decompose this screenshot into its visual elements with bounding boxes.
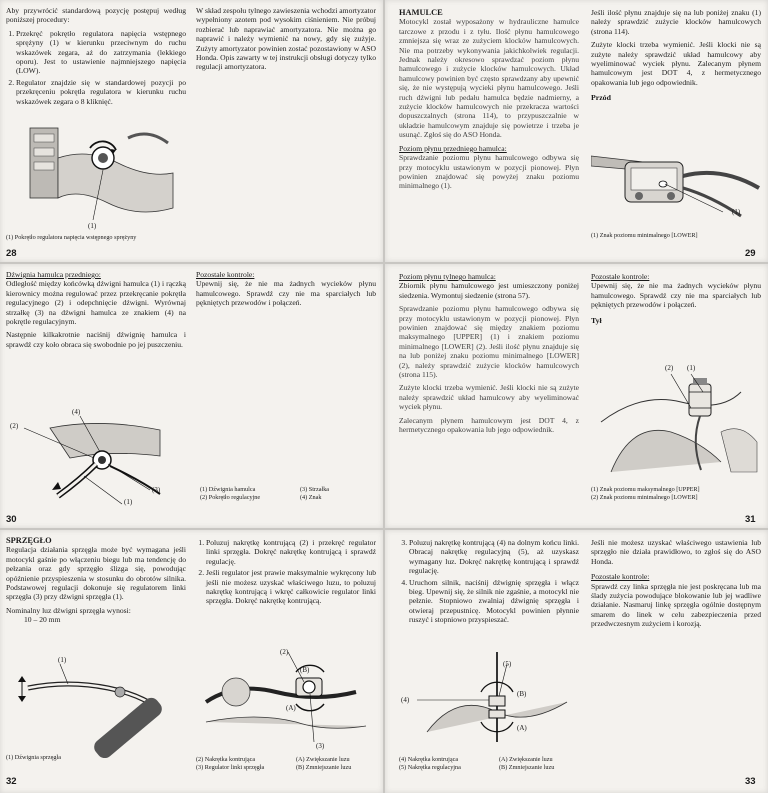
p32-caption-3: (3) Regulator linki sprzęgła [196, 763, 265, 771]
p29-front-fluid-text: Sprawdzanie poziomu płynu hamulcowego odbywa się przy motocyklu ustawionym w pozycji pionowej. Płyn powinien znajdować się powyżej znaku poziomu minimalnego (1). [399, 153, 579, 191]
p29-caption: (1) Znak poziomu minimalnego [LOWER] [591, 232, 698, 239]
p33-col1 [399, 538, 579, 627]
p28-step-1: 1. Przekręć pokrętło regulatora napięcia wstępnego sprężyny (1) w kierunku przeciwnym do ruchu wskazówek zegara, aż do zatrzymania (lekkiego oporu). Jest to ustawienie najmniejszego napięcia (LOW). [16, 29, 186, 76]
p29-col2 [591, 8, 761, 107]
p33-caption-a: (A) Zwiększanie luzu [499, 756, 553, 763]
p30-lever-heading: Dźwignia hamulca przedniego: [6, 270, 101, 279]
p33-caption-5: (5) Nakrętka regulacyjna [399, 763, 461, 771]
p32-clutch-adjuster-figure [196, 642, 376, 754]
p33-col2-text1: Jeśli nie możesz uzyskać właściwego ustawienia lub sprzęgło nie działa prawidłowo, to zgłoś się do ASO Honda. [591, 538, 761, 566]
p30-label-2: (2) [10, 422, 19, 430]
p30-label-1: (1) [124, 498, 133, 506]
p33-other-checks-heading: Pozostałe kontrole: [591, 572, 650, 582]
page-29 [385, 0, 768, 262]
p30-lever-text1: Odległość między końcówką dźwigni hamulca (1) i rączką kierownicy można regulować przez przekręcanie pokrętła regulacyjnego (2) i odepchnięcie dźwigni. Wyrównaj strzałkę (3) na dźwigni hamulca ze znakiem (4) na pokrętle regulacyjnym. [6, 279, 186, 327]
p31-page-number: 31 [745, 514, 756, 525]
p29-front-fluid-heading: Poziom płynu przedniego hamulca: [399, 143, 507, 153]
p33-captions [399, 756, 583, 771]
page-30 [0, 264, 383, 528]
p33-label-4: (4) [401, 696, 410, 704]
p29-col2-text2: Zużyte klocki trzeba wymienić. Jeśli klocki nie są zużyte należy sprawdzić układ hamulcowy aby wyeliminować wyciek płynu. Zalecanym płynem hamulcowym jest DOT 4, z hermetycznego opakowania lub jego odpowiednik. [591, 40, 761, 87]
p31-rear-fluid-heading: Poziom płynu tylnego hamulca: [399, 272, 496, 281]
p30-label-4: (4) [72, 408, 81, 416]
p32-fig1-label-1: (1) [58, 656, 67, 664]
p30-caption-2: (2) Pokrętło regulacyjne [200, 493, 261, 501]
page-28 [0, 0, 383, 262]
p31-rear-fluid-text3: Zużyte klocki trzeba wymienić. Jeśli klocki nie są zużyte należy sprawdzić układ hamulcowy aby wyeliminować wyciek płynu. [399, 383, 579, 412]
p29-page-number: 29 [745, 248, 756, 259]
p33-label-5: (5) [503, 660, 512, 668]
p33-caption-4: (4) Nakrętka kontrująca [399, 756, 459, 763]
p32-title: SPRZĘGŁO [6, 536, 52, 545]
p30-col1 [6, 270, 186, 353]
p32-fig2-label-3: (3) [316, 742, 325, 750]
p28-intro: Aby przywrócić standardową pozycję postępuj według poniższej procedury: [6, 6, 186, 25]
p32-caption-b: (B) Zmniejszanie luzu [296, 763, 352, 771]
p32-play-label: Nominalny luz dźwigni sprzęgła wynosi: [6, 605, 131, 615]
p33-label-b: (B) [517, 690, 527, 698]
p30-caption-1: (1) Dźwignia hamulca [200, 486, 256, 493]
p31-col2 [591, 272, 761, 329]
p32-play-value: 10 – 20 mm [24, 615, 61, 625]
p31-rear-heading: Tył [591, 315, 602, 325]
p28-shock-text: W skład zespołu tylnego zawieszenia wchodzi amortyzator wypełniony azotem pod wysokim ciśnieniem. Nie próbuj rozbierać lub naprawiać amortyzatora. Nie można go naprawić i należy wymienić na nowy, gdy się zużyje. Zużyty amortyzator powinien zostać pozostawiony w ASO Honda. Opis zawarty w tej instrukcji obsługi dotyczy tylko regulacji amortyzatora. [196, 6, 376, 72]
p30-other-checks-text: Upewnij się, że nie ma żadnych wycieków płynu hamulcowego. Sprawdź czy nie ma sparciałych lub pękniętych przewodów i połączeń. [196, 279, 376, 308]
p32-caption-left: (1) Dźwignia sprzęgła [6, 754, 61, 761]
p31-other-checks-text: Upewnij się, że nie ma żadnych wycieków płynu hamulcowego. Sprawdź czy nie ma sparciałych lub pękniętych przewodów i połączeń. [591, 281, 761, 310]
p30-label-3: (3) [152, 486, 161, 494]
p30-page-number: 30 [6, 514, 17, 525]
p31-captions [591, 486, 761, 501]
p33-label-a: (A) [517, 724, 527, 732]
p32-step-2: 2. Jeśli regulator jest prawie maksymalnie wykręcony lub jeśli nie możesz uzyskać właściwego luzu, to poluzuj nakrętkę kontrującą i wkręć całkowicie regulator linki sprzęgła. Dokręć nakrętkę kontrującą. [206, 568, 376, 606]
p29-col2-text1: Jeśli ilość płynu znajduje się na lub poniżej znaku (1) należy sprawdzić zużycie klocków hamulcowych (strona 114). [591, 8, 761, 36]
p33-step-4: 4. Uruchom silnik, naciśnij dźwignię sprzęgła i włącz bieg. Upewnij się, że silnik nie zgaśnie, a motocykl nie pełznie. Stopniowo zwalniaj dźwignię sprzęgła i otwieraj przepustnicę. Motocykl powinien płynnie ruszyć i stopniowo przyspieszać. [409, 578, 579, 625]
p29-front-heading: Przód [591, 93, 611, 103]
p33-col2 [591, 538, 761, 633]
p32-captions [196, 756, 380, 771]
p28-caption: (1) Pokrętło regulatora napięcia wstępnego sprężyny [6, 234, 137, 241]
p28-step-2: 2. Regulator znajdzie się w standardowej pozycji po przekręceniu pokrętła regulatora w kierunku ruchu wskazówek zegara o 8 kliknięć. [16, 78, 186, 106]
page-31 [385, 264, 768, 528]
p33-page-number: 33 [745, 776, 756, 787]
p33-step-3: 3. Poluzuj nakrętkę kontrującą (4) na dolnym końcu linki. Obracaj nakrętkę regulacyjną (5), aż uzyskasz wymagany luz. Dokręć nakrętkę kontrującą i sprawdź regulację. [409, 538, 579, 576]
p33-clutch-cable-figure [407, 652, 579, 752]
p32-page-number: 32 [6, 776, 17, 787]
p32-fig2-label-2: (2) [280, 648, 289, 656]
p30-caption-3: (3) Strzałka [300, 486, 330, 493]
p28-figure-label-1: (1) [88, 222, 97, 230]
p31-label-1: (1) [687, 364, 696, 372]
p32-clutch-text: Regulacja działania sprzęgła może być wymagana jeśli motocykl gaśnie po włączeniu biegu lub ma tendencję do pełzania oraz gdy sprzęgło ślizga się, powodując opóźnienie przyspieszenia w stosunku do obrotów silnika. Podstawowej regulacji dokonuje się regulatorem linki sprzęgła (3) przy dźwigni sprzęgła (1). [6, 545, 186, 602]
p29-brakes-text: Motocykl został wyposażony w hydrauliczne hamulce tarczowe z przodu i z tyłu. Ilość płynu hamulcowego zmniejsza się wraz ze zużyciem klocków hamulcowych. Nie ma potrzeby wykonywania jakichkolwiek regulacji. Jednak należy okresowo sprawdzać poziom płynu hamulcowego i zużycie klocków hamulcowych. Układ hamulcowy powinien być często sprawdzany aby upewnić się, że nie występują wycieki płynu hamulcowego. Jeśli ruch dźwigni lub pedału hamulca będzie nadmierny, a zużycie klocków hamulcowych nie przekracza wartości dopuszczalnych (strona 114), to przypuszczalnie w układzie hamulcowym znajduje się powietrze i trzeba je usunąć. Zgłoś się do ASO Honda. [399, 17, 579, 140]
p30-col2 [196, 270, 376, 312]
p32-col2 [196, 538, 376, 608]
p31-col1 [399, 272, 579, 439]
p32-clutch-lever-figure [8, 658, 184, 758]
p31-label-2: (2) [665, 364, 674, 372]
p31-rear-fluid-text1: Zbiornik płynu hamulcowego jest umieszczony poniżej siedzenia. Wymontuj siedzenie (strona 57). [399, 281, 579, 300]
p30-captions [200, 486, 380, 501]
p29-title: HAMULCE [399, 8, 443, 17]
p30-caption-4: (4) Znak [300, 493, 322, 501]
p28-col2 [196, 6, 376, 76]
p28-spring-adjuster-figure [8, 118, 180, 230]
p31-other-checks-heading: Pozostałe kontrole: [591, 272, 650, 281]
p28-page-number: 28 [6, 248, 17, 259]
p28-col1 [6, 6, 186, 108]
p32-fig2-label-a: (A) [286, 704, 296, 712]
p32-fig2-label-b: (B) [300, 666, 310, 674]
p32-caption-a: (A) Zwiększanie luzu [296, 756, 350, 763]
p29-figure-label-1: (1) [732, 208, 741, 216]
p31-rear-reservoir-figure [591, 362, 761, 478]
p31-rear-fluid-text4: Zalecanym płynem hamulcowym jest DOT 4, z hermetycznego opakowania lub jego odpowiednik. [399, 415, 579, 435]
p32-col1 [6, 536, 186, 625]
page-33 [385, 530, 768, 793]
page-32 [0, 530, 383, 793]
p32-caption-2: (2) Nakrętka kontrująca [196, 756, 256, 763]
p29-col1 [399, 8, 579, 195]
p33-col2-text2: Sprawdź czy linka sprzęgła nie jest poskręcana lub ma ślady zużycia powodujące blokowanie lub jej wadliwe działanie. Nasmaruj linkę sprzęgła ogólnie dostępnym smarem do linek w celu zabezpieczenia przed przedwczesnym zużyciem i korozją. [591, 581, 761, 629]
p31-rear-fluid-text2: Sprawdzanie poziomu płynu hamulcowego odbywa się przy motocyklu ustawionym w pozycji pionowej. Płyn powinien znajdować się między znakiem poziomu maksymalnego [UPPER] (1) i znakiem poziomu minimalnego [LOWER] (2). Jeśli ilość płynu znajduje się na lub poniżej znaku poziomu minimalnego [LOWER] (2), należy sprawdzić zużycie klocków hamulcowych (strona 115). [399, 304, 579, 380]
p33-caption-b: (B) Zmniejszanie luzu [499, 763, 555, 771]
p30-other-checks-heading: Pozostałe kontrole: [196, 270, 255, 279]
p32-step-1: 1. Poluzuj nakrętkę kontrującą (2) i przekręć regulator linki sprzęgła. Dokręć nakrętkę kontrującą i sprawdź regulację. [206, 538, 376, 566]
p31-caption-2: (2) Znak poziomu minimalnego [LOWER] [591, 493, 698, 501]
p30-lever-text2: Następnie kilkakrotnie naciśnij dźwignię hamulca i sprawdź czy koło obraca się swobodnie po jej puszczeniu. [6, 330, 186, 349]
p31-caption-1: (1) Znak poziomu maksymalnego [UPPER] [591, 486, 700, 493]
